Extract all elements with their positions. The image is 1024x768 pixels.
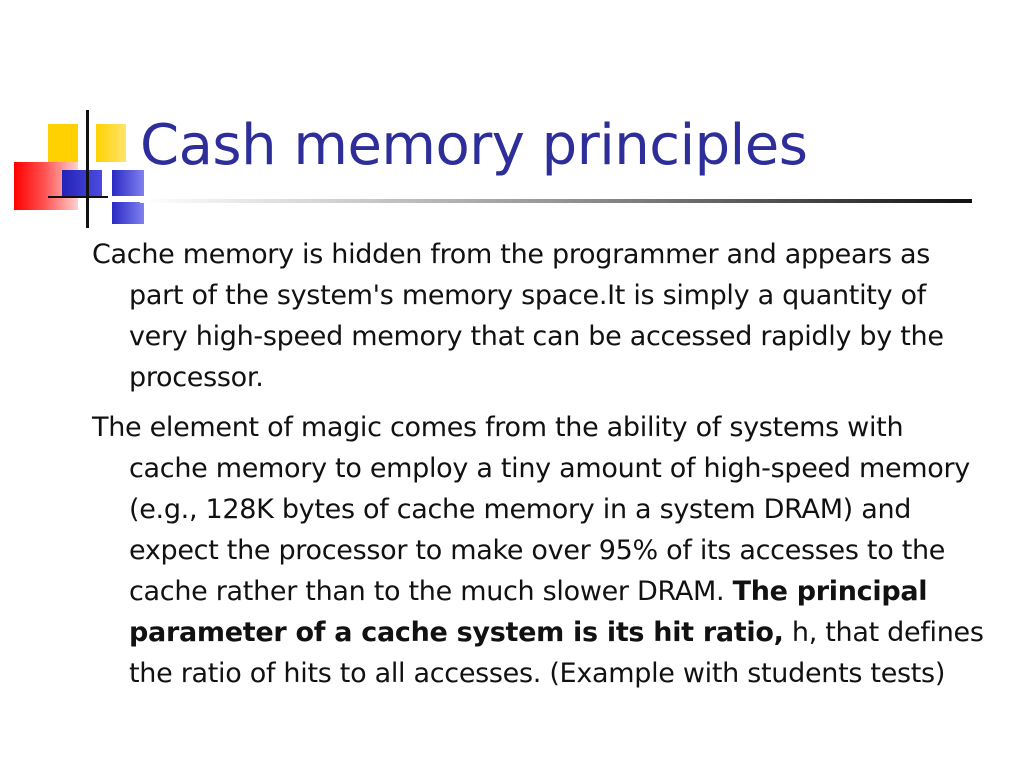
yellow-square [96, 124, 126, 162]
paragraph-cache-hidden: Cache memory is hidden from the programmer and appears as part of the system's memory space.It is simply a quantity of very high-speed memory that can be accessed rapidly by the processor. [92, 239, 944, 393]
blue-square [62, 170, 102, 196]
paragraph-element-of-magic [92, 407, 984, 694]
yellow-square [48, 124, 78, 162]
decorative-squares-logo [0, 0, 160, 240]
title-divider [140, 199, 972, 203]
logo-vertical-line [86, 110, 89, 228]
slide-body [92, 234, 984, 703]
blue-square [112, 202, 144, 224]
bold-hit-ratio-text: The principal parameter of a cache system is its hit ratio, [129, 576, 928, 648]
slide-title: Cash memory principles [140, 113, 808, 178]
paragraph-text: h, that defines the ratio of hits to all accesses. (Example with students tests) [129, 617, 984, 689]
logo-horizontal-line [48, 196, 108, 198]
paragraph-text: The element of magic comes from the ability of systems with cache memory to employ a tiny amount of high-speed memory (e.g., 128K bytes of cache memory in a system DRAM) and expect the processor to make over 95% of its accesses to the cache rather than to the much slower DRAM. [92, 412, 970, 607]
